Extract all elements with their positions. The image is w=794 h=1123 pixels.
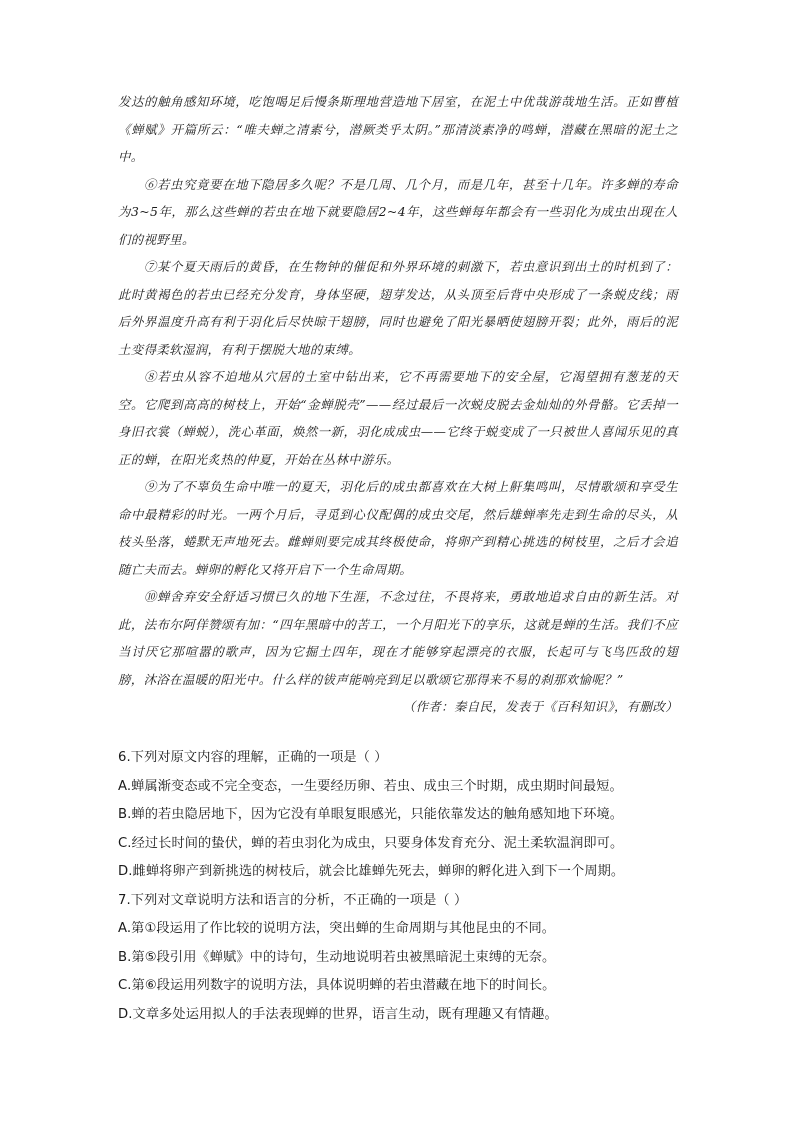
question-6 — [118, 744, 688, 887]
article-paragraph-6: ⑥若虫究竟要在地下隐居多久呢？不是几周、几个月，而是几年，甚至十几年。许多蝉的寿命为3~5年，那么这些蝉的若虫在地下就要隐居2~4年，这些蝉每年都会有一些羽化为成虫出现在人们的视野里。 — [118, 176, 678, 247]
option-a: A.蝉属渐变态或不完全变态，一生要经历卵、若虫、成虫三个时期，成虫期时间最短。 — [118, 778, 623, 794]
option-d: D.雌蝉将卵产到新挑选的树枝后，就会比雄蝉先死去，蝉卵的孵化进入到下一个周期。 — [118, 864, 625, 879]
option-b: B.蝉的若虫隐居地下，因为它没有单眼复眼感光，只能依靠发达的触角感知地下环境。 — [118, 807, 624, 822]
option-c: C.经过长时间的蛰伏，蝉的若虫羽化为成虫，只要身体发育充分、泥土柔软温润即可。 — [118, 835, 624, 851]
article-paragraph-5-continued: 发达的触角感知环境，吃饱喝足后慢条斯理地营造地下居室，在泥土中优哉游哉地生活。正如曹植《蝉赋》开篇所云：“唯夫蝉之清素兮，潜厥类乎太阴。”那清淡素净的鸣蝉，潜藏在黑暗的泥土之中。 — [118, 94, 678, 164]
question-section — [118, 744, 688, 1029]
question-stem: 7.下列对文章说明方法和语言的分析，不正确的一项是（ ） — [118, 892, 468, 908]
article-paragraph-7: ⑦某个夏天雨后的黄昏，在生物钟的催促和外界环境的刺激下，若虫意识到出土的时机到了：此时黄褐色的若虫已经充分发育，身体坚硬，翅芽发达，从头顶至后背中央形成了一条蜕皮线；雨后外界温度升高有利于羽化后尽快晾干翅膀，同时也避免了阳光暴晒使翅膀开裂；此外，雨后的泥土变得柔软湿润，有利于摆脱大地的束缚。 — [118, 259, 678, 357]
option-b: B.第⑤段引用《蝉赋》中的诗句，生动地说明若虫被黑暗泥土束缚的无奈。 — [118, 949, 556, 965]
option-d: D.文章多处运用拟人的手法表现蝉的世界，语言生动，既有理趣又有情趣。 — [118, 1006, 558, 1022]
option-c: C.第⑥段运用列数字的说明方法，具体说明蝉的若虫潜藏在地下的时间长。 — [118, 978, 556, 993]
option-a: A.第①段运用了作比较的说明方法，突出蝉的生命周期与其他昆虫的不同。 — [118, 921, 556, 936]
article-paragraph-10: ⑩蝉舍弃安全舒适习惯已久的地下生涯，不念过往，不畏将来，勇敢地追求自由的新生活。对此，法布尔阿佯赞颂有加：“四年黑暗中的苦工，一个月阳光下的享乐，这就是蝉的生活。我们不应当讨厌它那喧嚣的歌声，因为它掘土四年，现在才能够穿起漂亮的衣服，长起可与飞鸟匹敌的翅膀，沐浴在温暖的阳光中。什么样的钹声能响亮到足以歌颂它那得来不易的刹那欢愉呢？” — [118, 589, 678, 687]
article-paragraph-8: ⑧若虫从容不迫地从穴居的土室中钻出来，它不再需要地下的安全屋，它渴望拥有葱茏的天空。它爬到高高的树枝上，开始“金蝉脱壳”——经过最后一次蜕皮脱去金灿灿的外骨骼。它丢掉一身旧衣裳（蝉蜕），洗心革面，焕然一新，羽化成成虫——它终于蜕变成了一只被世人喜闻乐见的真正的蝉，在阳光炙热的仲夏，开始在丛林中游乐。 — [118, 369, 678, 467]
article-paragraph-9: ⑨为了不辜负生命中唯一的夏天，羽化后的成虫都喜欢在大树上鼾集鸣叫，尽情歌颂和享受生命中最精彩的时光。一两个月后，寻觅到心仪配偶的成虫交尾，然后雄蝉率先走到生命的尽头，从枝头坠落，蜷默无声地死去。雌蝉则要完成其终极使命，将卵产到精心挑选的树枝里，之后才会追随亡夫而去。蝉卵的孵化又将开启下一个生命周期。 — [118, 479, 678, 577]
question-7 — [118, 887, 688, 1030]
question-stem: 6.下列对原文内容的理解，正确的一项是（ ） — [118, 750, 388, 765]
article-body — [118, 88, 678, 720]
article-source: （作者：秦自民，发表于《百科知识》，有删改） — [402, 699, 678, 714]
